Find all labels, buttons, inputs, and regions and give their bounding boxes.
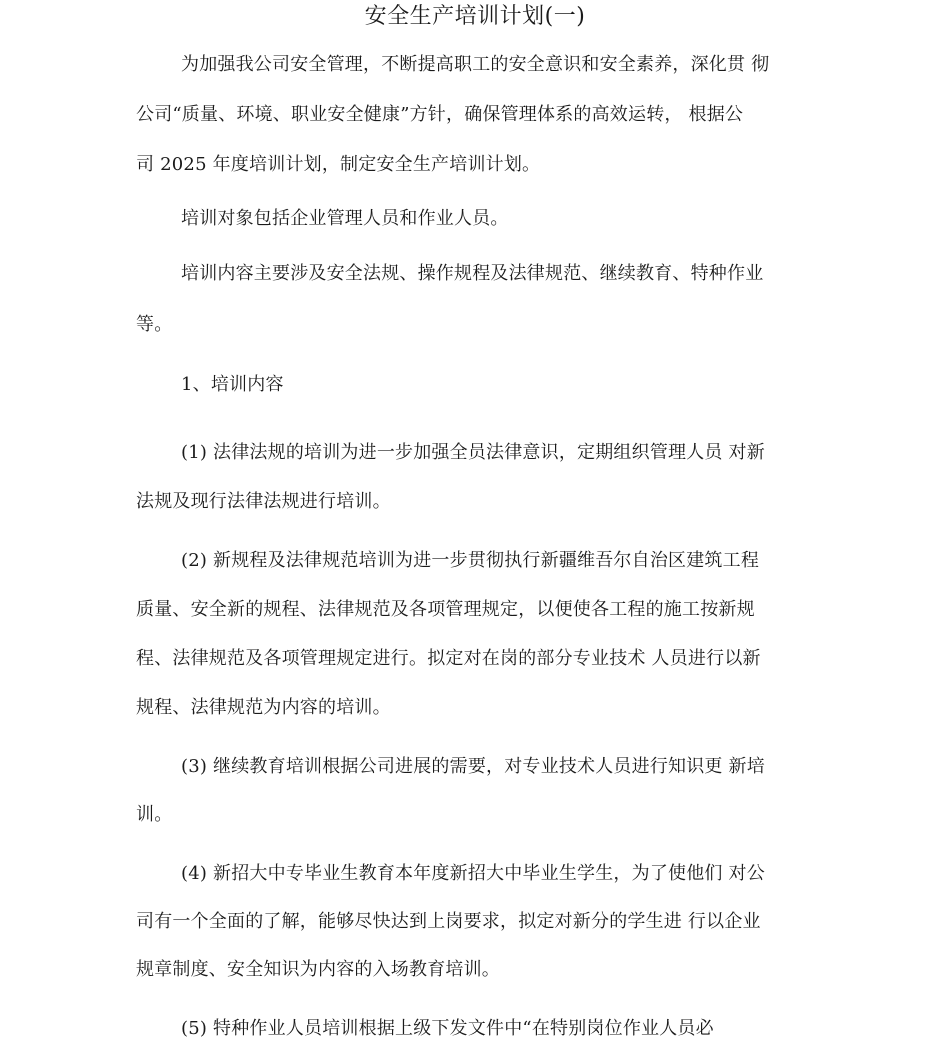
paragraph-line: 培训内容主要涉及安全法规、操作规程及法律规范、继续教育、特种作业	[181, 263, 764, 284]
paragraph-line: 规章制度、安全知识为内容的入场教育培训。	[136, 959, 500, 980]
paragraph-line: 司 2025 年度培训计划，制定安全生产培训计划。	[136, 154, 541, 175]
paragraph-line: 培训对象包括企业管理人员和作业人员。	[181, 208, 509, 229]
paragraph-line: 训。	[136, 804, 173, 825]
paragraph-line: 程、法律规范及各项管理规定进行。拟定对在岗的部分专业技术 人员进行以新	[136, 648, 761, 669]
paragraph-line: (5) 特种作业人员培训根据上级下发文件中“在特别岗位作业人员必	[181, 1018, 714, 1039]
paragraph-line: (3) 继续教育培训根据公司进展的需要，对专业技术人员进行知识更 新培	[181, 756, 765, 777]
paragraph-line: 法规及现行法律法规进行培训。	[136, 491, 391, 512]
paragraph-line: 规程、法律规范为内容的培训。	[136, 697, 391, 718]
paragraph-line: (1) 法律法规的培训为进一步加强全员法律意识，定期组织管理人员 对新	[181, 442, 765, 463]
paragraph-line: (4) 新招大中专毕业生教育本年度新招大中毕业生学生，为了使他们 对公	[181, 863, 765, 884]
document-title: 安全生产培训计划(一)	[364, 4, 586, 29]
paragraph-line: 公司“质量、环境、职业安全健康”方针，确保管理体系的高效运转， 根据公	[136, 104, 744, 125]
paragraph-line: 为加强我公司安全管理，不断提高职工的安全意识和安全素养，深化贯 彻	[181, 54, 770, 75]
paragraph-line: (2) 新规程及法律规范培训为进一步贯彻执行新疆维吾尔自治区建筑工程	[181, 550, 760, 571]
paragraph-line: 司有一个全面的了解，能够尽快达到上岗要求，拟定对新分的学生进 行以企业	[136, 911, 761, 932]
paragraph-line: 等。	[136, 314, 173, 335]
paragraph-line: 质量、安全新的规程、法律规范及各项管理规定，以便使各工程的施工按新规	[136, 599, 755, 620]
section-heading: 1、培训内容	[181, 374, 284, 395]
